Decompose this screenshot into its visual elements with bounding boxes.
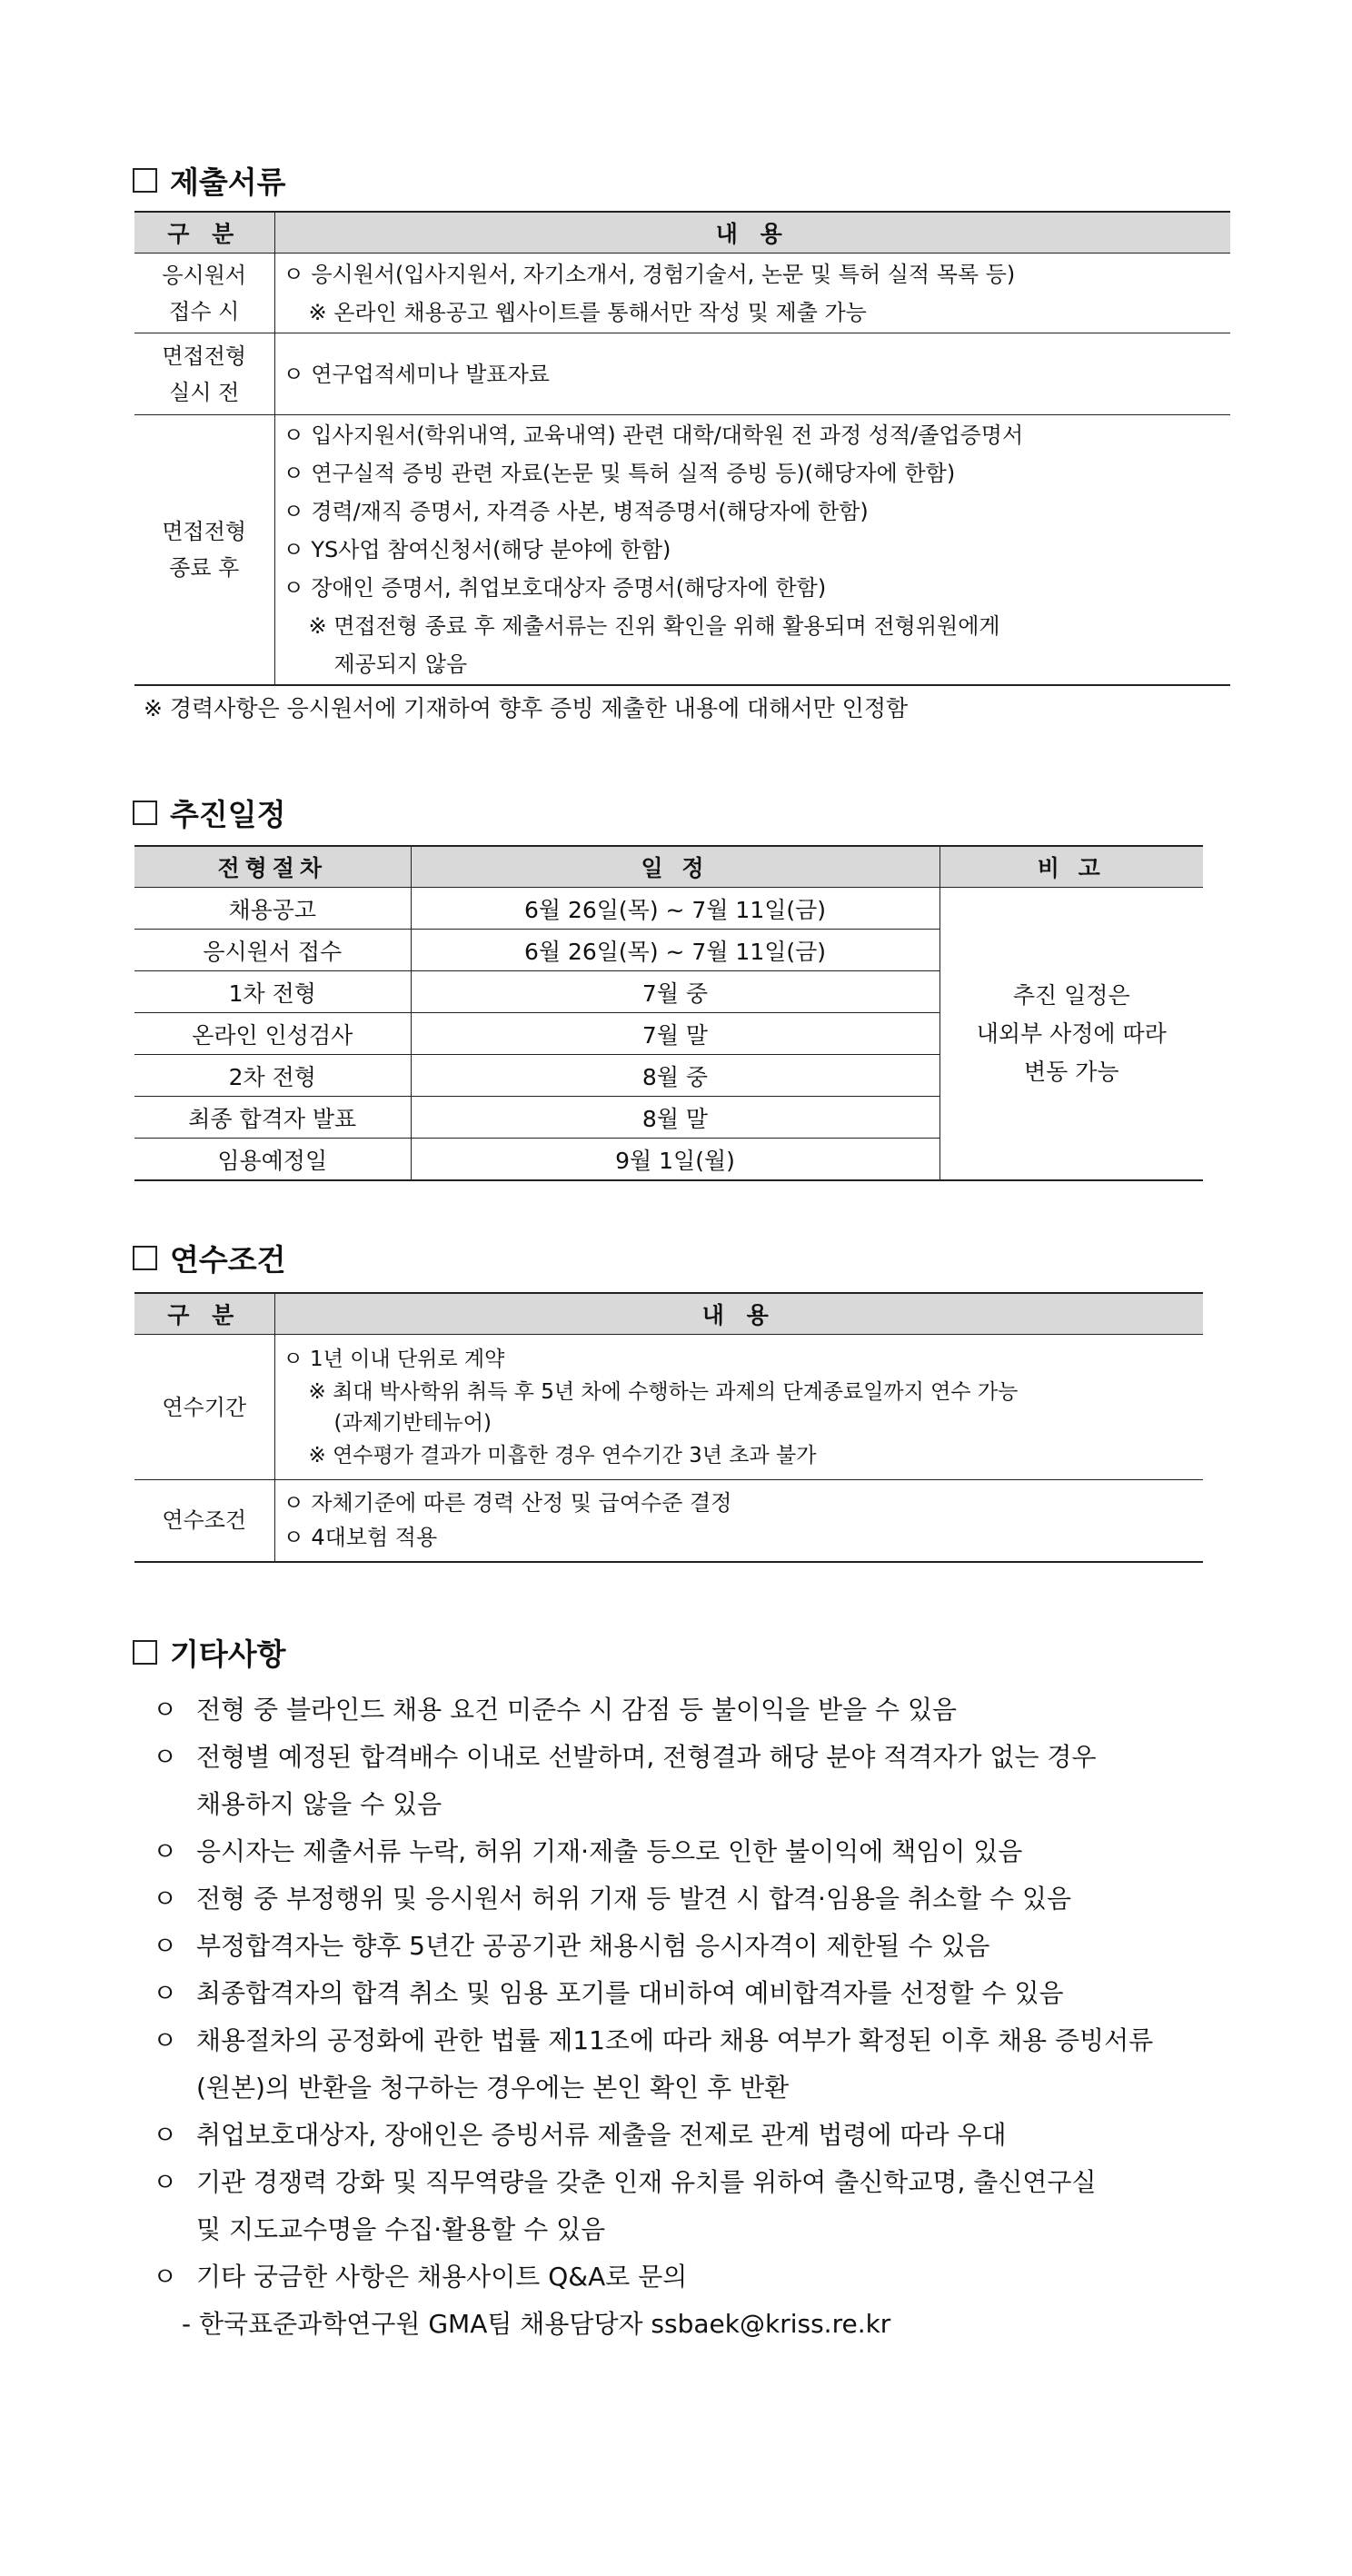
schedule-date: 9월 1일(월) [411, 1139, 939, 1181]
table-row [134, 1335, 1203, 1480]
schedule-step: 1차 전형 [134, 971, 411, 1013]
list-item: ㅇ 전형 중 블라인드 채용 요건 미준수 시 감점 등 불이익을 받을 수 있음 [153, 1695, 958, 1725]
table-row [134, 1480, 1203, 1562]
schedule-date: 6월 26일(목) ~ 7월 11일(금) [411, 930, 939, 971]
row-category: 면접전형 종료 후 [134, 415, 274, 686]
schedule-table [134, 845, 1203, 1181]
list-item: ㅇ 부정합격자는 향후 5년간 공공기관 채용시험 응시자격이 제한될 수 있음 [153, 1931, 990, 1961]
schedule-step: 온라인 인성검사 [134, 1013, 411, 1055]
table-row [134, 254, 1230, 333]
row-content: ㅇ 1년 이내 단위로 계약 ※ 최대 박사학위 취득 후 5년 차에 수행하는 과제의 단계종료일까지 연수 가능 (과제기반테뉴어) ※ 연수평가 결과가 미흡한 경우 연수기간 3년 초과 불가 [274, 1335, 1203, 1480]
list-item: ㅇ 최종합격자의 합격 취소 및 임용 포기를 대비하여 예비합격자를 선정할 수 있음 [153, 1978, 1064, 2008]
checkbox-square-icon [133, 1246, 157, 1270]
checkbox-square-icon [133, 168, 157, 193]
list-item: ㅇ 취업보호대상자, 장애인은 증빙서류 제출을 전제로 관계 법령에 따라 우대 [153, 2120, 1007, 2150]
schedule-step: 응시원서 접수 [134, 930, 411, 971]
training-table [134, 1292, 1203, 1563]
row-category: 연수조건 [134, 1480, 274, 1562]
schedule-step: 2차 전형 [134, 1055, 411, 1097]
table-row [134, 415, 1230, 686]
row-category: 응시원서 접수 시 [134, 254, 274, 333]
contact-line: - 한국표준과학연구원 GMA팀 채용담당자 ssbaek@kriss.re.kr [182, 2309, 891, 2339]
schedule-step: 채용공고 [134, 888, 411, 930]
list-item: ㅇ 기관 경쟁력 강화 및 직무역량을 갖춘 인재 유치를 위하여 출신학교명, 출신연구실 및 지도교수명을 수집·활용할 수 있음 [153, 2167, 1097, 2244]
header-date: 일 정 [411, 846, 939, 888]
section-title-schedule: 추진일정 [133, 792, 286, 832]
section-title-documents: 제출서류 [133, 160, 286, 200]
documents-table [134, 211, 1230, 686]
header-step: 전형절차 [134, 846, 411, 888]
schedule-date: 7월 말 [411, 1013, 939, 1055]
header-category: 구 분 [134, 212, 274, 254]
row-content: ㅇ 자체기준에 따른 경력 산정 및 급여수준 결정 ㅇ 4대보험 적용 [274, 1480, 1203, 1562]
row-content: ㅇ 입사지원서(학위내역, 교육내역) 관련 대학/대학원 전 과정 성적/졸업증명서 ㅇ 연구실적 증빙 관련 자료(논문 및 특허 실적 증빙 등)(해당자에 한함) ㅇ 경력/재직 증명서, 자격증 사본, 병적증명서(해당자에 한함) ㅇ YS사업 참여신청서(해당 분야에 한함) ㅇ 장애인 증명서, 취업보호대상자 증명서(해당자에 한함) ※ 면접전형 종료 후 제출서류는 진위 확인을 위해 활용되며 전형위원에게 제공되지 않음 [274, 415, 1230, 686]
table-row [134, 888, 1203, 930]
header-content: 내 용 [274, 1293, 1203, 1335]
schedule-remark: 추진 일정은 내외부 사정에 따라 변동 가능 [939, 888, 1203, 1181]
documents-note: ※ 경력사항은 응시원서에 기재하여 향후 증빙 제출한 내용에 대해서만 인정함 [144, 695, 909, 721]
list-item: ㅇ 채용절차의 공정화에 관한 법률 제11조에 따라 채용 여부가 확정된 이후 채용 증빙서류 (원본)의 반환을 청구하는 경우에는 본인 확인 후 반환 [153, 2025, 1154, 2103]
schedule-step: 최종 합격자 발표 [134, 1097, 411, 1139]
row-category: 면접전형 실시 전 [134, 333, 274, 415]
schedule-date: 8월 말 [411, 1097, 939, 1139]
list-item: ㅇ 기타 궁금한 사항은 채용사이트 Q&A로 문의 [153, 2262, 688, 2292]
header-category: 구 분 [134, 1293, 274, 1335]
row-content: ㅇ 응시원서(입사지원서, 자기소개서, 경험기술서, 논문 및 특허 실적 목록 등) ※ 온라인 채용공고 웹사이트를 통해서만 작성 및 제출 가능 [274, 254, 1230, 333]
section-title-misc: 기타사항 [133, 1632, 286, 1672]
table-row [134, 333, 1230, 415]
checkbox-square-icon [133, 1640, 157, 1665]
section-title-training: 연수조건 [133, 1238, 286, 1278]
header-content: 내 용 [274, 212, 1230, 254]
header-remark: 비 고 [939, 846, 1203, 888]
schedule-step: 임용예정일 [134, 1139, 411, 1181]
checkbox-square-icon [133, 801, 157, 825]
list-item: ㅇ 응시자는 제출서류 누락, 허위 기재·제출 등으로 인한 불이익에 책임이 있음 [153, 1836, 1023, 1866]
list-item: ㅇ 전형 중 부정행위 및 응시원서 허위 기재 등 발견 시 합격·임용을 취소할 수 있음 [153, 1884, 1072, 1914]
schedule-date: 7월 중 [411, 971, 939, 1013]
list-item: ㅇ 전형별 예정된 합격배수 이내로 선발하며, 전형결과 해당 분야 적격자가 없는 경우 채용하지 않을 수 있음 [153, 1742, 1097, 1819]
schedule-date: 8월 중 [411, 1055, 939, 1097]
misc-list [153, 1686, 1234, 2348]
row-category: 연수기간 [134, 1335, 274, 1480]
row-content: ㅇ 연구업적세미나 발표자료 [274, 333, 1230, 415]
schedule-date: 6월 26일(목) ~ 7월 11일(금) [411, 888, 939, 930]
